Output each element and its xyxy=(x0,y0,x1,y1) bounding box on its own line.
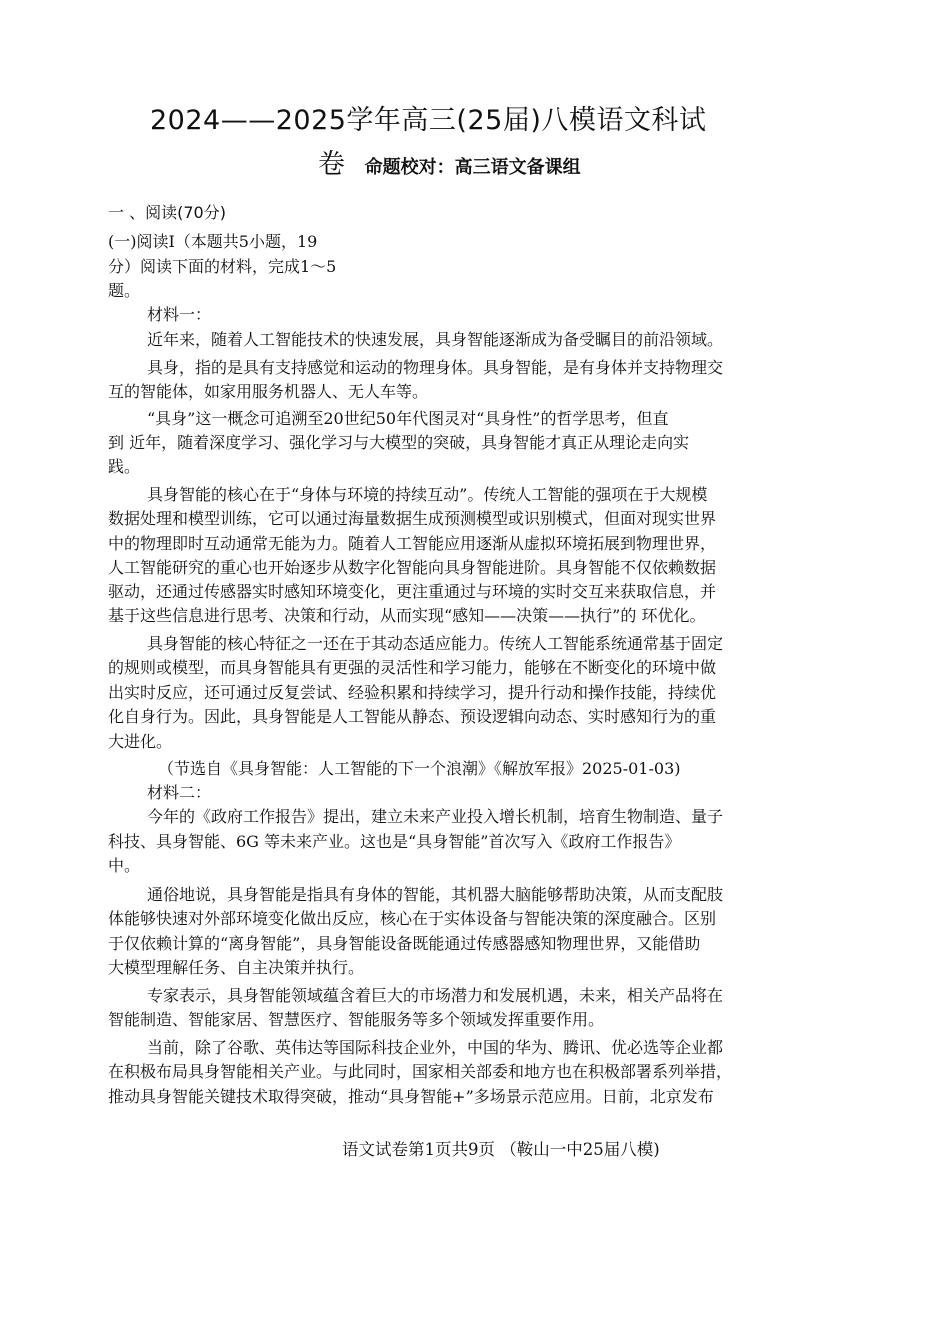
text-line: 大进化。 xyxy=(108,732,173,751)
sub-heading-line: 分）阅读下面的材料，完成1～5 xyxy=(108,257,337,276)
text-line: 智能制造、智能家居、智慧医疗、智能服务等多个领域发挥重要作用。 xyxy=(108,1010,605,1029)
text-line: 互的智能体，如家用服务机器人、无人车等。 xyxy=(108,382,429,401)
text-line: 近年来，随着人工智能技术的快速发展，具身智能逐渐成为备受瞩目的前沿领域。 xyxy=(147,330,724,349)
text-line: 体能够快速对外部环境变化做出反应，核心在于实体设备与智能决策的深度融合。区别 xyxy=(108,909,717,928)
text-line: 到 近年，随着深度学习、强化学习与大模型的突破，具身智能才真正从理论走向实 xyxy=(108,433,690,452)
text-line: 今年的《政府工作报告》提出，建立未来产业投入增长机制，培育生物制造、量子 xyxy=(147,807,724,826)
sub-heading-line: 题。 xyxy=(108,281,141,300)
text-line: 践。 xyxy=(108,457,141,476)
page-footer: 语文试卷第1页共9页 （鞍山一中25届八模) xyxy=(342,1140,660,1159)
text-line: 的规则或模型，而具身智能具有更强的灵活性和学习能力，能够在不断变化的环境中做 xyxy=(108,658,717,677)
text-line: 中。 xyxy=(108,856,141,875)
text-line: 具身智能的核心特征之一还在于其动态适应能力。传统人工智能系统通常基于固定 xyxy=(147,634,724,653)
text-line: 化自身行为。因此，具身智能是人工智能从静态、预设逻辑向动态、实时感知行为的重 xyxy=(108,707,717,726)
text-line: 推动具身智能关键技术取得突破，推动“具身智能+”多场景示范应用。日前，北京发布 xyxy=(108,1087,714,1106)
section-heading: 一 、阅读(70分) xyxy=(108,203,226,222)
text-line: 具身智能的核心在于“身体与环境的持续互动”。传统人工智能的强项在于大规模 xyxy=(147,485,708,504)
text-line: 通俗地说，具身智能是指具有身体的智能，其机器大脑能够帮助决策，从而支配肢 xyxy=(147,885,724,904)
text-line: 大模型理解任务、自主决策并执行。 xyxy=(108,958,365,977)
text-line: 专家表示，具身智能领域蕴含着巨大的市场潜力和发展机遇，未来，相关产品将在 xyxy=(147,986,724,1005)
text-line: 在积极布局具身智能相关产业。与此同时，国家相关部委和地方也在积极部署系列举措， xyxy=(108,1062,733,1081)
text-line: 于仅依赖计算的“离身智能”，具身智能设备既能通过传感器感知物理世界，又能借助 xyxy=(108,934,701,953)
text-line: 数据处理和模型训练，它可以通过海量数据生成预测模型或识别模式，但面对现实世界 xyxy=(108,509,717,528)
text-line: 驱动，还通过传感器实时感知环境变化，更注重通过与环境的实时交互来获取信息，并 xyxy=(108,582,717,601)
title-subline xyxy=(318,142,581,181)
title-tail: 卷 xyxy=(318,149,345,180)
text-line: 基于这些信息进行思考、决策和行动，从而实现“感知——决策——执行”的 环优化。 xyxy=(108,606,706,625)
text-line: 人工智能研究的重心也开始逐步从数字化智能向具身智能进阶。具身智能不仅依赖数据 xyxy=(108,558,717,577)
material-label: 材料一： xyxy=(147,305,212,324)
text-line: 科技、具身智能、6G 等未来产业。这也是“具身智能”首次写入《政府工作报告》 xyxy=(108,832,681,851)
material-label: 材料二： xyxy=(147,783,212,802)
sub-heading-line: (一)阅读Ⅰ（本题共5小题，19 xyxy=(108,232,318,251)
text-line: 中的物理即时互动通常无能为力。随着人工智能应用逐渐从虚拟环境拓展到物理世界， xyxy=(108,534,717,553)
text-line: 出实时反应，还可通过反复尝试、经验积累和持续学习，提升行动和操作技能，持续优 xyxy=(108,683,717,702)
page-title: 2024——2025学年高三(25届)八模语文科试 xyxy=(150,105,707,136)
text-line: 当前，除了谷歌、英伟达等国际科技企业外，中国的华为、腾讯、优必选等企业都 xyxy=(147,1038,724,1057)
text-line: “具身”这一概念可追溯至20世纪50年代图灵对“具身性”的哲学思考，但直 xyxy=(147,409,669,428)
text-line: 具身，指的是具有支持感觉和运动的物理身体。具身智能，是有身体并支持物理交 xyxy=(147,358,724,377)
source-citation: （节选自《具身智能：人工智能的下一个浪潮》《解放军报》2025-01-03) xyxy=(158,759,681,778)
credit-line: 命题校对：高三语文备课组 xyxy=(364,157,581,178)
